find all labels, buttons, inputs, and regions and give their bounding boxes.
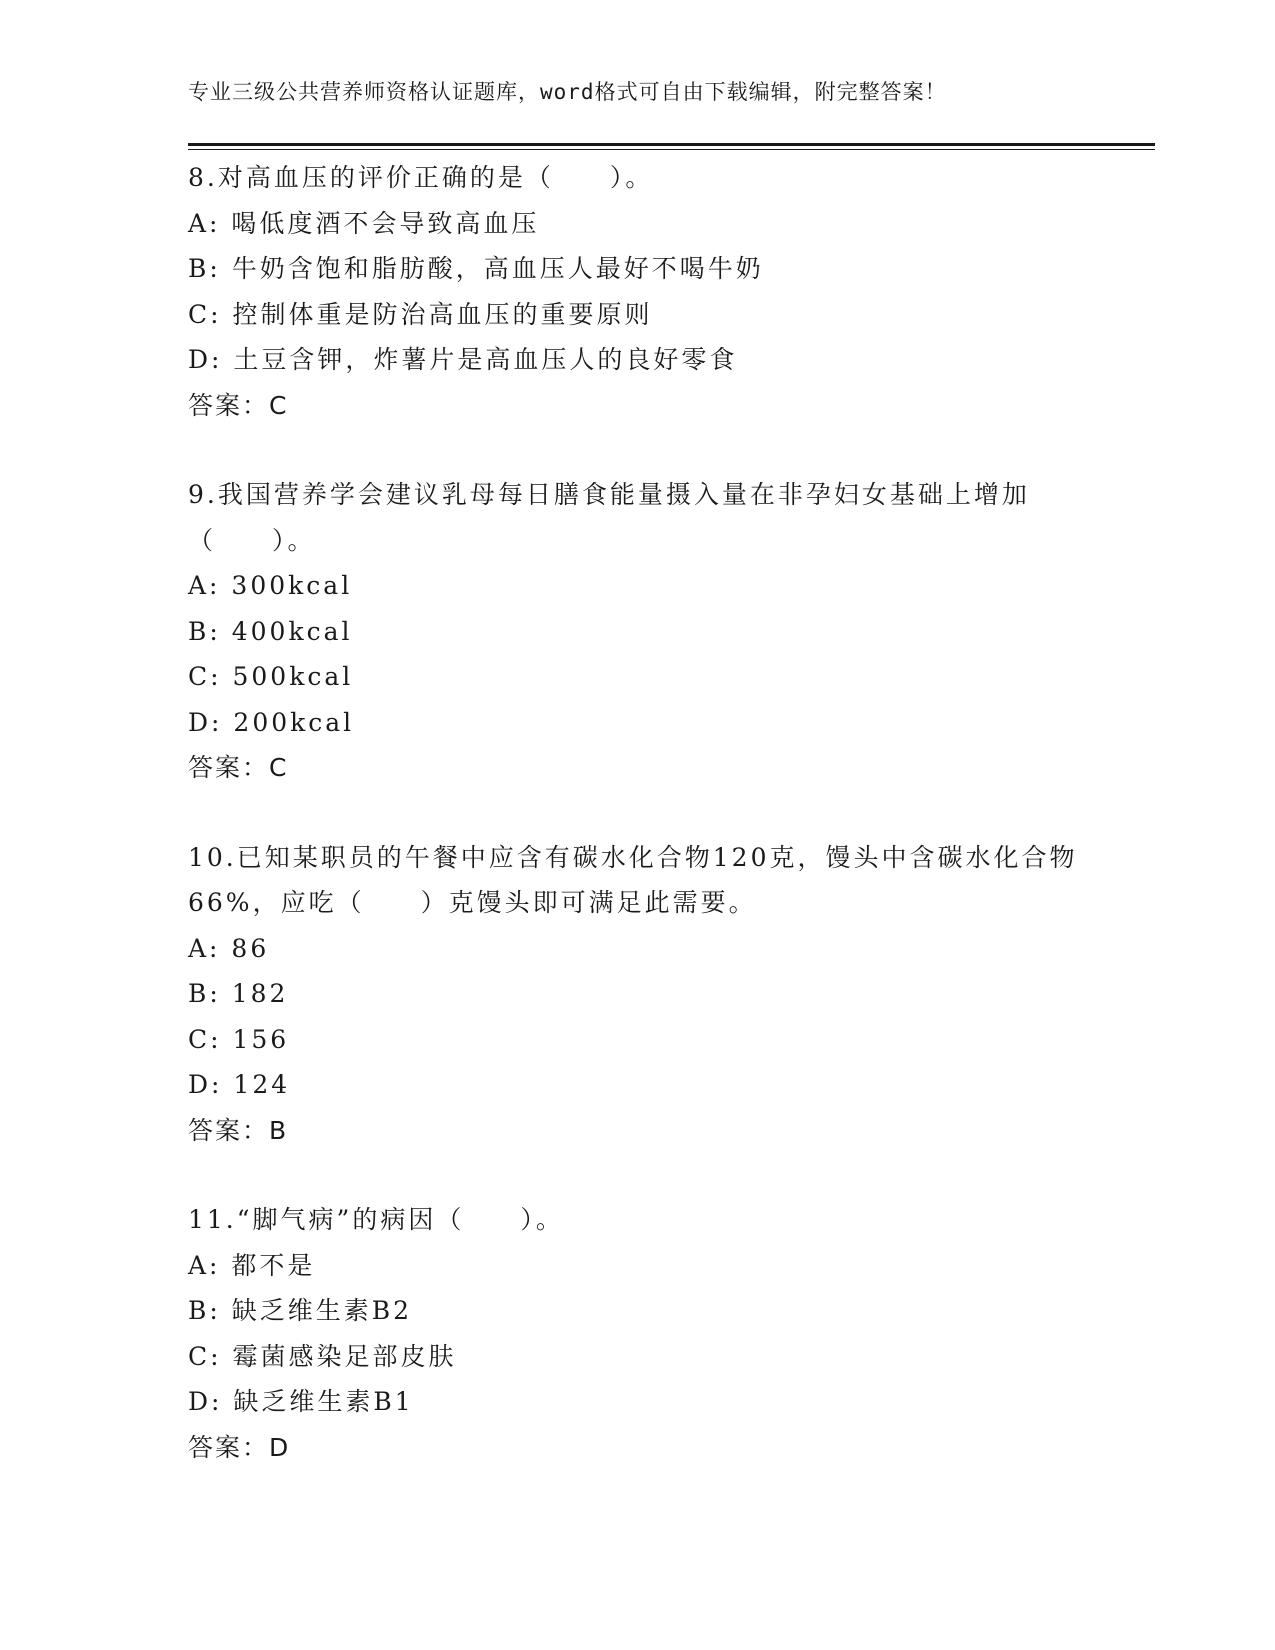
option-d: D: 124 <box>188 1070 291 1099</box>
answer-line: 答案：B <box>188 1115 289 1145</box>
question-stem: 11.“脚气病”的病因（ ）。 <box>188 1205 564 1234</box>
header-rule-thin <box>188 149 1155 150</box>
option-a: A: 86 <box>188 933 270 963</box>
question-11 <box>188 1197 1088 1470</box>
question-list <box>188 155 1088 1514</box>
question-10 <box>188 835 1088 1154</box>
option-c: C: 霉菌感染足部皮肤 <box>188 1341 457 1371</box>
option-a: A: 300kcal <box>188 571 353 600</box>
question-8 <box>188 155 1088 428</box>
option-a: A: 喝低度酒不会导致高血压 <box>188 208 540 238</box>
option-a: A: 都不是 <box>188 1250 316 1280</box>
option-b: B: 182 <box>188 979 289 1008</box>
option-b: B: 400kcal <box>188 616 353 646</box>
question-stem: 9.我国营养学会建议乳母每日膳食能量摄入量在非孕妇女基础上增加（ ）。 <box>188 480 1030 555</box>
header-rule-thick <box>188 143 1155 146</box>
option-c: C: 156 <box>188 1024 290 1054</box>
page-header: 专业三级公共营养师资格认证题库，word格式可自由下载编辑，附完整答案！ <box>188 80 947 104</box>
answer-line: 答案：C <box>188 753 289 782</box>
option-d: D: 200kcal <box>188 707 355 737</box>
option-d: D: 缺乏维生素B1 <box>188 1387 414 1416</box>
option-c: C: 控制体重是防治高血压的重要原则 <box>188 299 653 329</box>
answer-line: 答案：C <box>188 390 289 420</box>
question-stem: 8.对高血压的评价正确的是（ ）。 <box>188 163 654 192</box>
option-c: C: 500kcal <box>188 662 354 691</box>
question-9 <box>188 472 1088 791</box>
option-b: B: 牛奶含饱和脂肪酸，高血压人最好不喝牛奶 <box>188 254 764 283</box>
question-stem: 10.已知某职员的午餐中应含有碳水化合物120克，馒头中含碳水化合物66%，应吃（ ）克馒头即可满足此需要。 <box>188 842 1078 917</box>
option-d: D: 土豆含钾，炸薯片是高血压人的良好零食 <box>188 345 738 374</box>
option-b: B: 缺乏维生素B2 <box>188 1296 413 1325</box>
answer-line: 答案：D <box>188 1432 291 1462</box>
